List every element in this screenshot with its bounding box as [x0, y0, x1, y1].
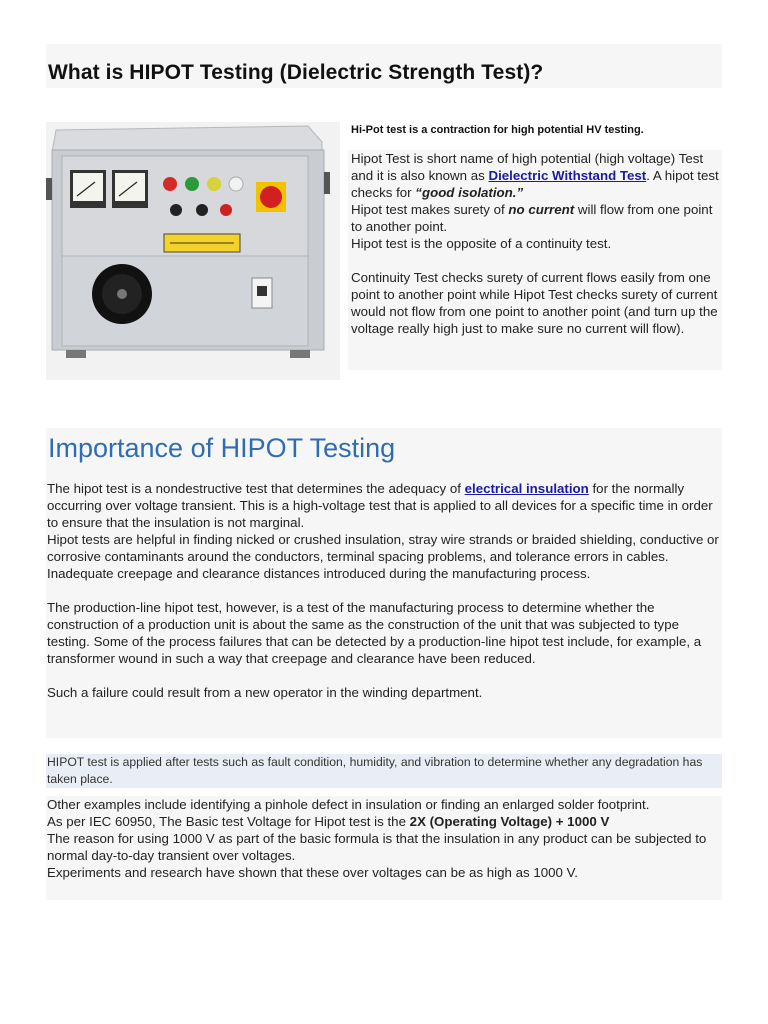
other-paragraph-2	[47, 813, 722, 830]
intro-text: . A hipot test checks for	[351, 168, 719, 200]
importance-text: for the normally occurring over voltage transient. This is a high-voltage test that is applied to all devices for a specific time in order to ensure that the insulation is not marginal.	[47, 481, 713, 530]
intro-paragraph-4: Continuity Test checks surety of current flows easily from one point to another point while Hipot Test checks surety of current would not flow from one point to another point (and turn up the voltage really high just to make sure no current will flow).	[351, 270, 718, 336]
intro-text: will flow from one point to another point.	[351, 202, 713, 234]
title-band	[46, 44, 722, 88]
note-text: HIPOT test is applied after tests such as fault condition, humidity, and vibration to determine whether any degradation has taken place.	[47, 755, 703, 786]
importance-section	[46, 480, 722, 738]
other-examples-section	[46, 796, 722, 900]
intro-text: Hipot Test is short name of high potential (high voltage) Test and it is also known as	[351, 151, 704, 183]
importance-text: The hipot test is a nondestructive test that determines the adequacy of	[47, 481, 465, 496]
note-box	[46, 754, 722, 788]
hipot-tester-photo	[46, 122, 340, 380]
importance-paragraph-3: The production-line hipot test, however, is a test of the manufacturing process to determine whether the construction of a production unit is about the same as the construction of the unit that was subjected to type testing. Some of the process failures that can be detected by a production-line hipot test include, for example, a transformer wound in such a way that creepage and clearance have been reduced.	[47, 600, 702, 666]
other-paragraph-1: Other examples include identifying a pinhole defect in insulation or finding an enlarged solder footprint.	[47, 797, 650, 812]
lead-caption: Hi-Pot test is a contraction for high potential HV testing.	[351, 124, 644, 136]
importance-paragraph-2: Hipot tests are helpful in finding nicked or crushed insulation, stray wire strands or braided shielding, conductive or corrosive contaminants around the conductors, terminal spacing problems, and tolerance errors in cables. Inadequate creepage and clearance distances introduced during the manufacturing process.	[47, 532, 719, 581]
other-text: As per IEC 60950, The Basic test Voltage for Hipot test is the	[47, 814, 410, 829]
formula-emphasis: 2X (Operating Voltage) + 1000 V	[409, 814, 610, 829]
electrical-insulation-link[interactable]: electrical insulation	[464, 481, 589, 496]
importance-heading-band	[46, 428, 722, 480]
importance-heading: Importance of HIPOT Testing	[48, 433, 396, 463]
other-paragraph-3: The reason for using 1000 V as part of the basic formula is that the insulation in any product can be subjected to normal day-to-day transient over voltages.	[47, 831, 707, 863]
importance-paragraph-4: Such a failure could result from a new operator in the winding department.	[47, 685, 483, 700]
intro-paragraph-1	[351, 150, 722, 201]
good-isolation-emphasis: “good isolation.”	[415, 185, 524, 200]
intro-text: Hipot test makes surety of	[351, 202, 509, 217]
other-paragraph-4: Experiments and research have shown that these over voltages can be as high as 1000 V.	[47, 865, 578, 880]
hipot-tester-illustration	[46, 122, 340, 380]
intro-paragraph-3: Hipot test is the opposite of a continuity test.	[351, 236, 612, 251]
page-title: What is HIPOT Testing (Dielectric Strength Test)?	[48, 61, 544, 84]
intro-section	[348, 150, 722, 370]
no-current-emphasis: no current	[508, 202, 575, 217]
intro-paragraph-2	[351, 201, 722, 235]
dielectric-withstand-test-link[interactable]: Dielectric Withstand Test	[488, 168, 647, 183]
importance-paragraph-1	[47, 480, 722, 531]
